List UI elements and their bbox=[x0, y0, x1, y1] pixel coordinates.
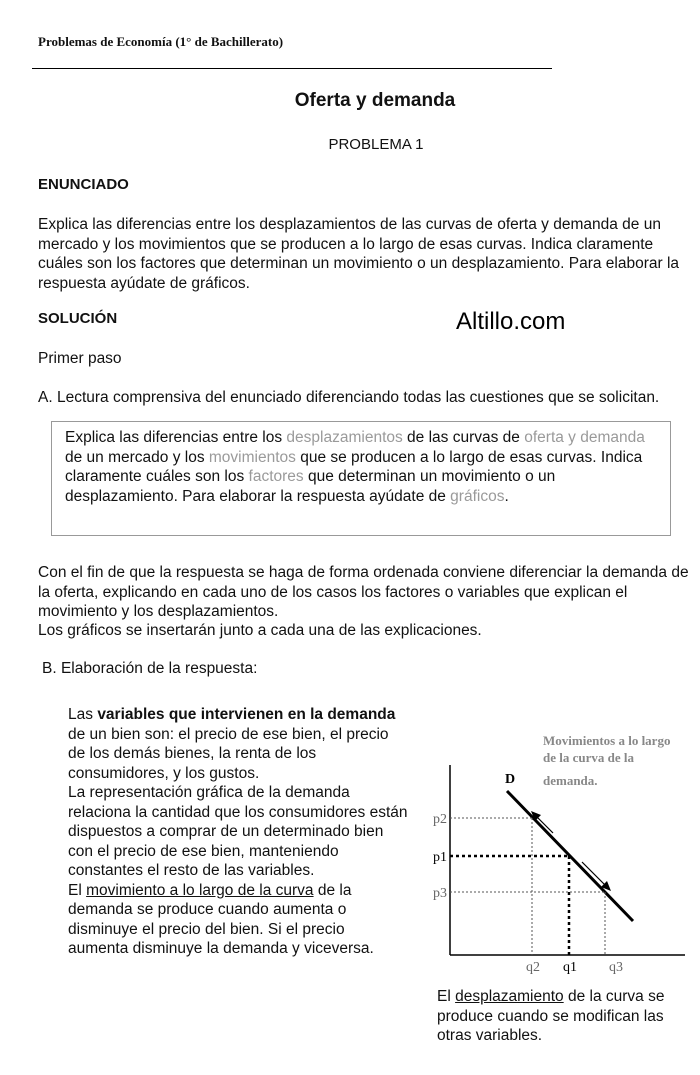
text-part: La representación gráfica de la demanda relaciona la cantidad que los consumidores están dispuestos a comprar de un determinado bien con el precio de ese bien, manteniendo constantes el resto de las variables. bbox=[68, 784, 408, 879]
enunciado-heading: ENUNCIADO bbox=[38, 176, 129, 193]
text-part: de un bien son: el precio de ese bien, el precio de los demás bienes, la renta de los consumidores, y los gustos. bbox=[68, 725, 389, 782]
graph-note-line3: demanda. bbox=[543, 773, 598, 788]
graph-caption bbox=[437, 987, 697, 1046]
primer-paso: Primer paso bbox=[38, 350, 122, 367]
p1-label: p1 bbox=[433, 850, 447, 865]
demand-explanation bbox=[68, 705, 408, 959]
text-part: de la curva se produce cuando se modifican las otras variables. bbox=[437, 988, 665, 1044]
box-text-part: de un mercado y los bbox=[65, 448, 209, 466]
intro-text: Con el fin de que la respuesta se haga de forma ordenada conviene diferenciar la demanda de la oferta, explicando en cada uno de los casos los factores o variables que explican el movimiento y los desplazamientos. bbox=[38, 564, 689, 620]
highlight-desplazamientos: desplazamientos bbox=[286, 429, 403, 446]
step-a: A. Lectura comprensiva del enunciado diferenciando todas las cuestiones que se solicitan. bbox=[38, 389, 660, 406]
text-part: El bbox=[437, 988, 456, 1005]
box-text-part: . bbox=[504, 487, 509, 505]
intro-text-2: Los gráficos se insertarán junto a cada una de las explicaciones. bbox=[38, 622, 482, 639]
page-header: Problemas de Economía (1° de Bachillerato) bbox=[38, 34, 284, 49]
highlight-movimientos: movimientos bbox=[208, 448, 296, 466]
enunciado-text: Explica las diferencias entre los desplazamientos de las curvas de oferta y demanda de un mercado y los movimientos que se producen a lo largo de esas curvas. Indica claramente cuáles son los factores que determinan un movimiento o un desplazamiento. Para elaborar la respuesta ayúdate de gráficos. bbox=[38, 216, 680, 292]
demand-graph bbox=[425, 725, 700, 980]
q2-label: q2 bbox=[526, 960, 540, 975]
watermark: Altillo.com bbox=[456, 308, 566, 335]
box-text-part: que se producen a lo largo de esas curvas. Indica claramente cuáles son los bbox=[65, 448, 643, 485]
step-b: B. Elaboración de la respuesta: bbox=[42, 660, 258, 677]
solucion-heading: SOLUCIÓN bbox=[38, 310, 118, 327]
highlight-oferta-demanda: oferta y demanda bbox=[524, 429, 645, 446]
graph-note-line1: Movimientos a lo largo bbox=[543, 733, 671, 748]
text-part: de la demanda se produce cuando aumenta o disminuye el precio del bien. Si el precio aumenta disminuye la demanda y viceversa. bbox=[68, 881, 374, 957]
bold-variables: variables que intervienen en la demanda bbox=[97, 706, 396, 723]
underlined-movimiento: movimiento a lo largo de la curva bbox=[86, 881, 314, 899]
highlight-factores: factores bbox=[248, 468, 304, 485]
curve-label: D bbox=[505, 772, 516, 787]
q3-label: q3 bbox=[609, 960, 623, 975]
highlight-graficos: gráficos bbox=[450, 487, 505, 505]
text-part: Las bbox=[68, 706, 98, 723]
q1-label: q1 bbox=[563, 960, 577, 975]
graph-note-line2: de la curva de la bbox=[543, 750, 634, 765]
text-part: El bbox=[68, 881, 87, 899]
box-text-part: Explica las diferencias entre los bbox=[65, 429, 287, 446]
page-title: Oferta y demanda bbox=[294, 90, 456, 111]
p2-label: p2 bbox=[433, 812, 447, 827]
box-text-part: que determinan un movimiento o un desplazamiento. Para elaborar la respuesta ayúdate de bbox=[65, 468, 556, 505]
header-rule bbox=[32, 68, 552, 69]
problem-label: PROBLEMA 1 bbox=[328, 136, 424, 153]
underlined-desplazamiento: desplazamiento bbox=[455, 988, 564, 1005]
p3-label: p3 bbox=[433, 886, 447, 901]
box-text-part: de las curvas de bbox=[402, 429, 525, 446]
box-text bbox=[65, 428, 665, 506]
